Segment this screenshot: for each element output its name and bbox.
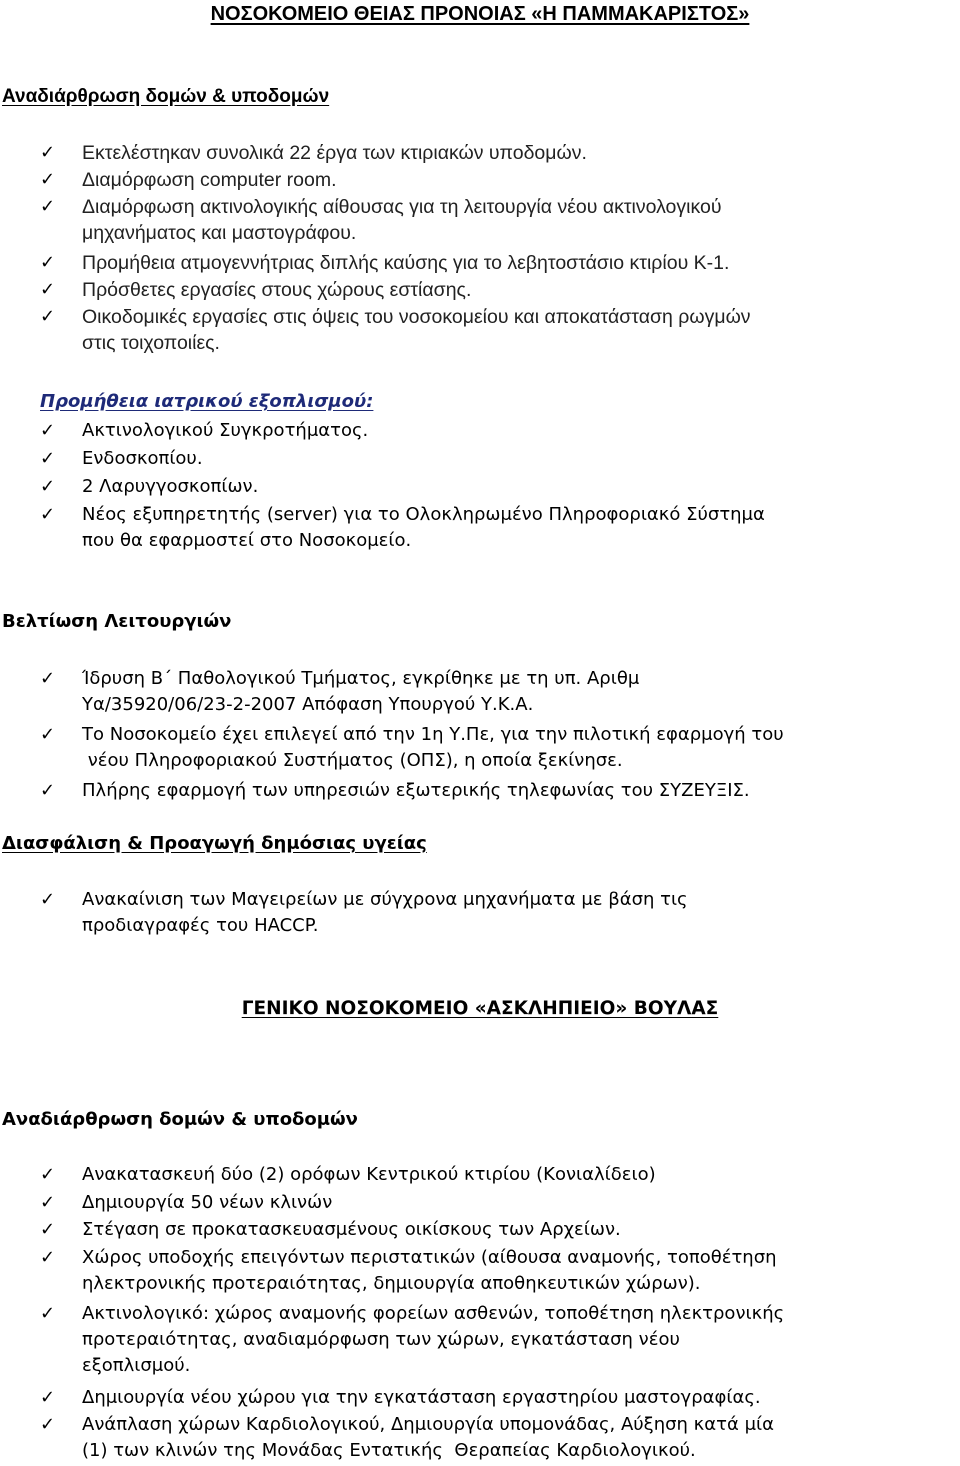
h1-infra-heading: Αναδιάρθρωση δομών & υποδομών [2,86,330,107]
list-item: ✓ Προμήθεια ατμογεννήτριας διπλής καύσης για το λεβητοστάσιο κτιρίου Κ-1. [40,252,730,274]
list-item: ✓ Ενδοσκοπίου. [40,446,950,472]
check-icon: ✓ [40,1219,56,1240]
list-item: ✓ Πλήρης εφαρμογή των υπηρεσιών εξωτερικής τηλεφωνίας του ΣΥΖΕΥΞΙΣ. [40,778,950,804]
list-item: ✓ Ακτινολογικό: χώρος αναμονής φορείων ασθενών, τοποθέτηση ηλεκτρονικής προτεραιότητας, αναδιαμόρφωση των χώρων, εγκατάσταση νέου εξοπλισμού. [40,1303,785,1376]
check-icon: ✓ [40,889,56,910]
hospital2-title: ΓΕΝΙΚΟ ΝΟΣΟΚΟΜΕΙΟ «ΑΣΚΛΗΠΙΕΙΟ» ΒΟΥΛΑΣ [241,998,719,1019]
check-icon: ✓ [40,1164,56,1185]
list-item: ✓ Νέος εξυπηρετητής (server) για το Ολοκληρωμένο Πληροφοριακό Σύστημα που θα εφαρμοστεί στο Νοσοκομείο. [40,504,765,551]
check-icon: ✓ [40,306,56,327]
hospital1-title: ΝΟΣΟΚΟΜΕΙΟ ΘΕΙΑΣ ΠΡΟΝΟΙΑΣ «Η ΠΑΜΜΑΚΑΡΙΣΤΟΣ» [210,3,750,25]
list-item: ✓ Ανακατασκευή δύο (2) ορόφων Κεντρικού κτιρίου (Κονιαλίδειο) [40,1162,950,1188]
list-item: ✓ Διαμόρφωση computer room. [40,169,337,191]
h2-infra-heading: Αναδιάρθρωση δομών & υποδομών [2,1109,358,1130]
check-icon: ✓ [40,476,56,497]
list-item: ✓ Δημιουργία νέου χώρου για την εγκατάσταση εργαστηρίου μαστογραφίας. [40,1385,950,1411]
check-icon: ✓ [40,1414,56,1435]
check-icon: ✓ [40,1192,56,1213]
list-item: ✓ Ακτινολογικού Συγκροτήματος. [40,418,950,444]
list-item: ✓ Στέγαση σε προκατασκευασμένους οικίσκους των Αρχείων. [40,1217,950,1243]
list-item: ✓ Χώρος υποδοχής επειγόντων περιστατικών (αίθουσα αναμονής, τοποθέτηση ηλεκτρονικής προτεραιότητας, δημιουργία αποθηκευτικών χώρων). [40,1247,777,1294]
list-item: ✓ Δημιουργία 50 νέων κλινών [40,1190,950,1216]
check-icon: ✓ [40,1247,56,1268]
check-icon: ✓ [40,1303,56,1324]
list-item: ✓ Ανακαίνιση των Μαγειρείων με σύγχρονα μηχανήματα με βάση τις προδιαγραφές του HACCP. [40,889,688,936]
list-item: ✓ 2 Λαρυγγοσκοπίων. [40,474,950,500]
list-item: ✓ Πρόσθετες εργασίες στους χώρους εστίασης. [40,279,472,301]
check-icon: ✓ [40,1387,56,1408]
list-item: ✓ Ίδρυση Β΄ Παθολογικού Τμήματος, εγκρίθηκε με τη υπ. Αριθμ Υα/35920/06/23-2-2007 Απόφαση Υπουργού Υ.Κ.Α. [40,668,640,715]
check-icon: ✓ [40,420,56,441]
check-icon: ✓ [40,169,56,190]
check-icon: ✓ [40,504,56,525]
check-icon: ✓ [40,448,56,469]
check-icon: ✓ [40,724,56,745]
list-item: ✓ Ανάπλαση χώρων Καρδιολογικού, Δημιουργία υπομονάδας, Αύξηση κατά μία (1) των κλινών της Μονάδας Εντατικής Θεραπείας Καρδιολογικού. [40,1414,774,1461]
list-item: ✓ Εκτελέστηκαν συνολικά 22 έργα των κτιριακών υποδομών. [40,142,587,164]
check-icon: ✓ [40,279,56,300]
list-item: ✓ Το Νοσοκομείο έχει επιλεγεί από την 1η Υ.Πε, για την πιλοτική εφαρμογή του νέου Πληροφοριακού Συστήματος (ΟΠΣ), η οποία ξεκίνησε. [40,724,784,771]
h1-equipment-heading: Προμήθεια ιατρικού εξοπλισμού: [40,391,374,412]
h1-health-heading: Διασφάλιση & Προαγωγή δημόσιας υγείας [2,833,427,854]
list-item: ✓ Οικοδομικές εργασίες στις όψεις του νοσοκομείου και αποκατάσταση ρωγμών στις τοιχοποιίες. [40,306,751,354]
h1-operations-heading: Βελτίωση Λειτουργιών [2,611,232,632]
check-icon: ✓ [40,668,56,689]
list-item: ✓ Διαμόρφωση ακτινολογικής αίθουσας για τη λειτουργία νέου ακτινολογικού μηχανήματος και μαστογράφου. [40,196,722,244]
check-icon: ✓ [40,780,56,801]
check-icon: ✓ [40,142,56,163]
check-icon: ✓ [40,196,56,217]
check-icon: ✓ [40,252,56,273]
